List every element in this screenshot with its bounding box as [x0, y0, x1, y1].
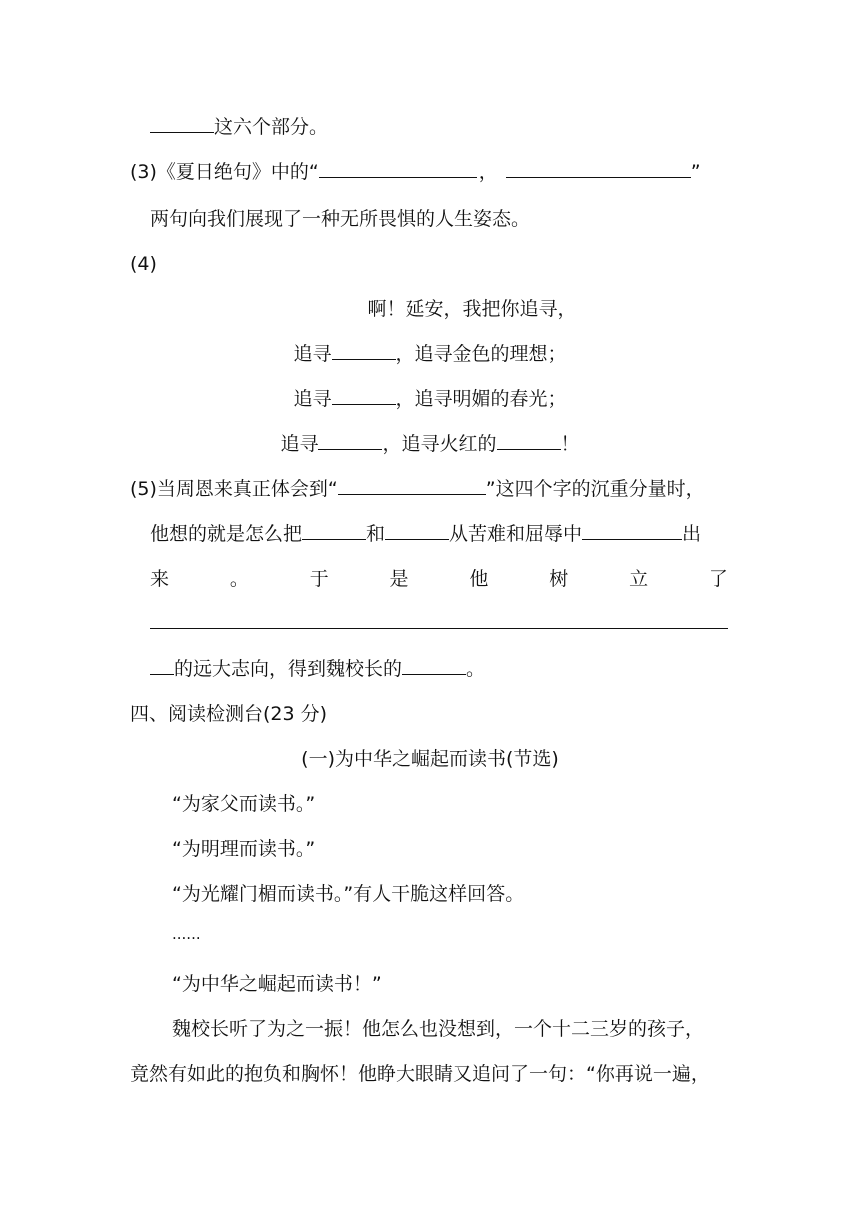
question-5: (5)当周恩来真正体会到“ ”这四个字的沉重分量时， [130, 478, 705, 500]
fill-blank [402, 656, 466, 675]
poem-line-1: 啊！延安，我把你追寻， [367, 298, 577, 320]
fill-blank [319, 159, 477, 178]
fill-blank [318, 431, 382, 450]
section-4-title: 四、阅读检测台(23 分) [130, 703, 328, 725]
fill-blank [302, 521, 366, 540]
line-six-parts: 这六个部分。 [0, 114, 860, 140]
passage-para-7: 竟然有如此的抱负和胸怀！他睁大眼睛又追问了一句：“你再说一遍， [130, 1063, 710, 1085]
question-4: (4) [130, 253, 157, 275]
question-5-line-3: 来 。 于 是 他 树 立 了 [150, 568, 728, 590]
question-5-line-4: 的远大志向，得到魏校长的 。 [0, 656, 860, 682]
question-3: (3)《夏日绝句》中的“ ， ” [130, 161, 701, 183]
passage-para-6: 魏校长听了为之一振！他怎么也没想到，一个十二三岁的孩子， [172, 1018, 705, 1040]
poem-line-4: 追寻 ，追寻火红的 ！ [280, 433, 580, 455]
fill-blank-long [150, 628, 728, 629]
fill-blank [332, 386, 396, 405]
fill-blank [332, 341, 396, 360]
passage-para-3: “为光耀门楣而读书。”有人干脆这样回答。 [172, 883, 525, 905]
passage-ellipsis: ...... [172, 925, 201, 943]
fill-blank [497, 431, 561, 450]
passage-para-2: “为明理而读书。” [172, 838, 316, 860]
fill-blank [385, 521, 449, 540]
fill-blank [506, 159, 691, 178]
fill-blank [150, 656, 174, 675]
fill-blank [338, 476, 486, 495]
question-5-line-2: 他想的就是怎么把 和 从苦难和屈辱中 出 [150, 523, 702, 545]
question-3-line-2: 两句向我们展现了一种无所畏惧的人生姿态。 [150, 208, 531, 230]
passage-para-1: “为家父而读书。” [172, 793, 316, 815]
poem-line-3: 追寻 ，追寻明媚的春光； [293, 388, 567, 410]
passage-title: (一)为中华之崛起而读书(节选) [301, 748, 559, 770]
fill-blank [582, 521, 682, 540]
passage-para-5: “为中华之崛起而读书！” [172, 973, 382, 995]
poem-line-2: 追寻 ，追寻金色的理想； [293, 343, 567, 365]
fill-blank [150, 114, 214, 133]
